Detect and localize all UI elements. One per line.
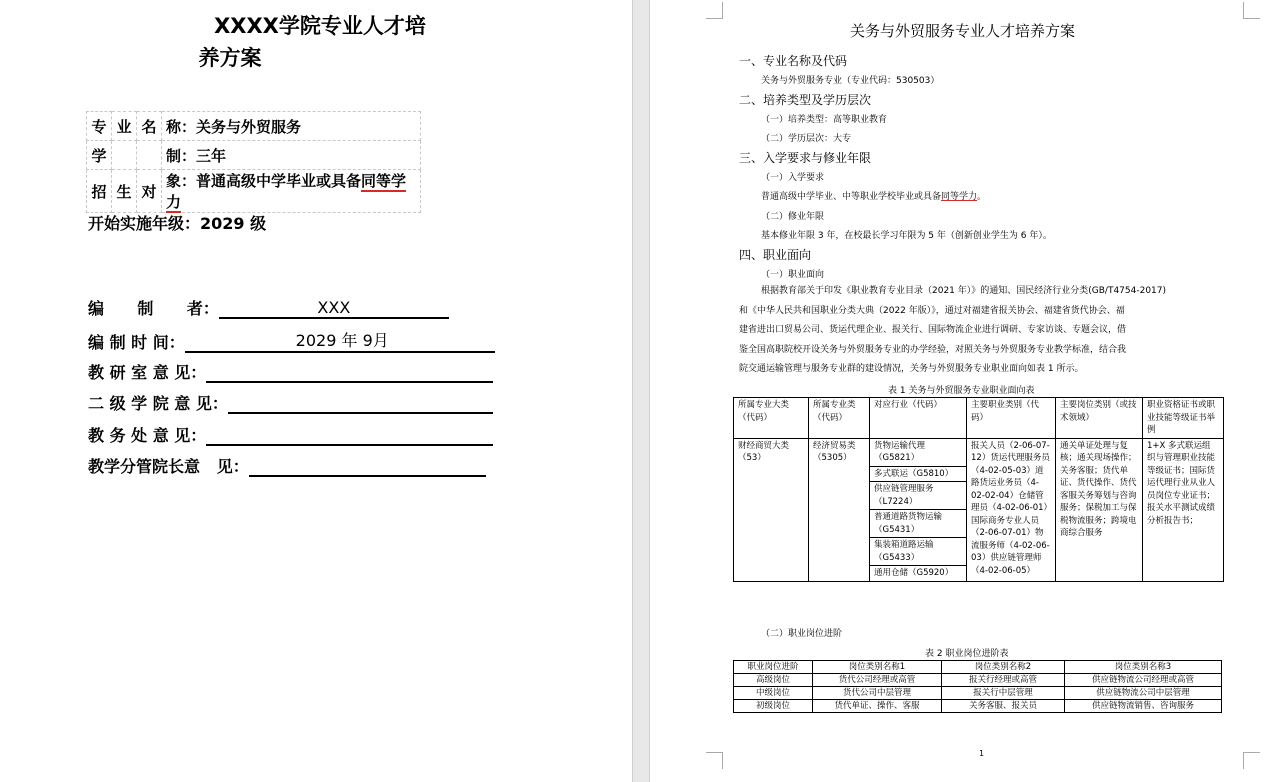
body-line: 院交通运输管理与服务专业群的建设情况，关务与外贸服务专业职业面向如表 1 所示。 <box>739 364 1084 374</box>
occupation-table <box>733 397 1224 582</box>
section-1-text: 关务与外贸服务专业（专业代码：530503） <box>761 76 940 86</box>
table-row: 初级岗位 货代单证、操作、客服 关务客服、报关员 供应链物流销售、咨询服务 <box>734 700 1222 713</box>
section-heading-2: 二、培养类型及学历层次 <box>739 93 872 107</box>
body-line: 和《中华人民共和国职业分类大典（2022 年版）》，通过对福建省报关协会、福建省货代协会、福 <box>739 305 1125 316</box>
industry-cell: 货物运输代理（G5821） 多式联运（G5810） 供应链管理服务（L7224） 普通道路货物运输（G5431） 集装箱道路运输（G5433） 通用仓储（G5920） <box>870 438 967 581</box>
sign-row-academic: 教 务 处 意 见： <box>88 423 493 446</box>
sign-row-office: 教 研 室 意 见： <box>88 360 493 383</box>
body-line: 根据教育部关于印发《职业教育专业目录（2021 年）》的通知、国民经济行业分类(GB/T4754-2017) <box>761 286 1167 296</box>
section-3-sub1: （一）入学要求 <box>761 173 825 183</box>
margin-corner-tl <box>706 2 723 19</box>
body-line: 建省进出口贸易公司、货运代理企业、报关行、国际物流企业进行调研、专家访谈、专题会议，借 <box>739 325 1127 335</box>
section-2-type: （一）培养类型：高等职业教育 <box>761 115 888 125</box>
doc-title: 关务与外贸服务专业人才培养方案 <box>850 22 1076 40</box>
document-page <box>650 0 1274 782</box>
cover-title-line2: 养方案 <box>198 46 262 70</box>
spellcheck-mark: 同等学力 <box>941 192 978 202</box>
sign-row-college: 二 级 学 院 意 见： <box>88 391 493 414</box>
page-number: 1 <box>979 749 985 758</box>
section-4-sub2: （二）职业岗位进阶 <box>761 629 843 639</box>
section-heading-4: 四、职业面向 <box>739 248 812 262</box>
info-row-enrollment: 招 生 对 象：普通高级中学毕业或具备同等学力 <box>87 170 421 213</box>
section-4-body <box>739 282 1236 380</box>
section-3-sub2: （二）修业年限 <box>761 212 825 222</box>
section-heading-3: 三、入学要求与修业年限 <box>739 151 872 165</box>
body-line: 鉴全国高职院校开设关务与外贸服务专业的办学经验，对照关务与外贸服务专业教学标准，结合我 <box>739 344 1127 355</box>
page-gutter <box>632 0 650 782</box>
section-heading-1: 一、专业名称及代码 <box>739 54 848 68</box>
section-3-years: 基本修业年限 3 年，在校最长学习年限为 5 年（创新创业学生为 6 年）。 <box>761 231 1052 241</box>
table-row: 财经商贸大类（53） 经济贸易类（5305） 货物运输代理（G5821） 多式联运（G5810） 供应链管理服务（L7224） 普通道路货物运输（G5431） 集装箱道路运输（G5433） 通用仓储（G5920） 报关人员（2-06-07-12）货运代理服务员（4-02-05-03）道路货运业务员（4-02-02-04）仓储管理员（4-02-06-01）国际商务专业人员（2-06-07-01）物流服务师（4-02-06-03）供应链管理师（4-02-06-05） 通关单证处理与复核；通关现场操作；关务客服；货代单证、货代操作、货代客服关务筹划与咨询服务；保税加工与保税物流服务；跨境电商综合服务 1+X 多式联运组织与管理职业技能等级证书；国际货运代理行业从业人员岗位专业证书；报关水平测试成绩分析报告书； <box>734 438 1224 581</box>
table-header-row: 所属专业大类（代码） 所属专业类（代码） 对应行业（代码） 主要职业类别（代码） 主要岗位类别（或技术领域） 职业资格证书或职业技能等级证书举例 <box>734 398 1224 439</box>
start-grade: 开始实施年级：2029 级 <box>88 214 267 233</box>
table2-caption: 表 2 职业岗位进阶表 <box>925 649 1009 659</box>
table-header-row: 职业岗位进阶 岗位类别名称1 岗位类别名称2 岗位类别名称3 <box>734 661 1222 674</box>
info-row-major: 专 业 名 称：关务与外贸服务 <box>87 112 421 141</box>
cover-info-table <box>86 111 421 213</box>
margin-corner-bl <box>706 752 723 769</box>
section-3-requirement: 普通高级中学毕业、中等职业学校毕业或具备同等学力。 <box>761 192 987 202</box>
duration: 三年 <box>196 146 227 165</box>
margin-corner-tr <box>1243 2 1260 19</box>
sign-row-date: 编 制 时 间： 2029 年 9月 <box>88 328 495 353</box>
sign-row-dean: 教学分管院长意 见： <box>88 454 486 477</box>
career-table <box>733 660 1222 713</box>
section-2-level: （二）学历层次：大专 <box>761 134 852 144</box>
cover-page <box>0 0 632 782</box>
margin-corner-br <box>1243 752 1260 769</box>
table-row: 中级岗位 货代公司中层管理 报关行中层管理 供应链物流公司中层管理 <box>734 687 1222 700</box>
table1-caption: 表 1 关务与外贸服务专业职业面向表 <box>888 386 1035 396</box>
sign-row-compiler: 编 制 者： XXX <box>88 296 449 319</box>
info-row-duration: 学 制：三年 <box>87 141 421 170</box>
cover-title-line1: XXXX学院专业人才培 <box>214 14 426 38</box>
major-name: 关务与外贸服务 <box>196 117 302 136</box>
table-row: 高级岗位 货代公司经理或高管 报关行经理或高管 供应链物流公司经理或高管 <box>734 674 1222 687</box>
spellcheck-mark: 同等学力 <box>166 172 407 211</box>
section-4-sub1: （一）职业面向 <box>761 270 825 280</box>
